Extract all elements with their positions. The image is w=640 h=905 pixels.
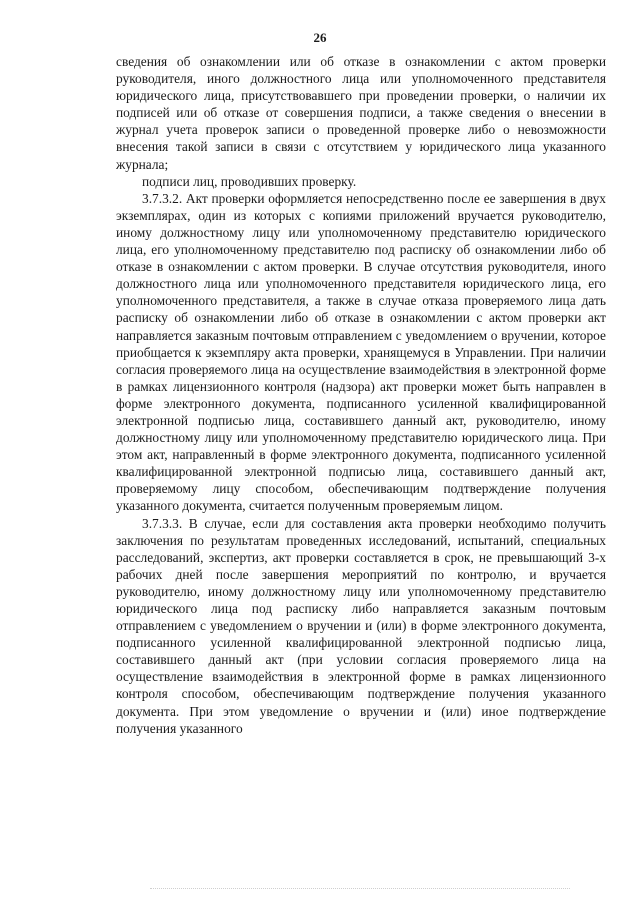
paragraph-p4: 3.7.3.3. В случае, если для составления акта проверки необходимо получить заключения по результатам проведенных исследований, испытаний, специальных расследований, экспертиз, акт проверки составляется в срок, не превышающий 3-х рабочих дней после завершения мероприятий по контролю, и вручается руководителю, иному должностному лицу или уполномоченному представителю юридического лица под расписку либо направляется заказным почтовым отправлением с уведомлением о вручении и (или) в форме электронного документа, подписанного усиленной квалифицированной электронной подписью лица, составившего данный акт (при условии согласия проверяемого лица на осуществление взаимодействия в электронной форме в рамках лицензионного контроля способом, обеспечивающим подтверждение получения указанного документа. При этом уведомление о вручении и (или) иное подтверждение получения указанного	[116, 515, 606, 736]
scan-artifact-line	[150, 888, 570, 891]
paragraph-p1: сведения об ознакомлении или об отказе в ознакомлении с актом проверки руководителя, иного должностного лица или уполномоченного представителя юридического лица, присутствовавшего при проведении проверки, о наличии их подписей или об отказе от совершения подписи, а также сведения о внесении в журнал учета проверок записи о проведенной проверке либо о невозможности внесения такой записи в связи с отсутствием у юридического лица указанного журнала;	[116, 54, 606, 172]
paragraph-p3: 3.7.3.2. Акт проверки оформляется непосредственно после ее завершения в двух экземплярах, один из которых с копиями приложений вручается руководителю, иному должностному лицу или уполномоченному представителю юридического лица, его уполномоченному представителю под расписку об ознакомлении либо об отказе в ознакомлении с актом проверки. В случае отсутствия руководителя, иного должностного лица или уполномоченного представителя юридического лица, его уполномоченного представителя, а также в случае отказа проверяемого лица дать расписку об ознакомлении либо об отказе в ознакомлении с актом проверки акт направляется заказным почтовым отправлением с уведомлением о вручении, которое приобщается к экземпляру акта проверки, хранящемуся в Управлении. При наличии согласия проверяемого лица на осуществление взаимодействия в электронной форме в рамках лицензионного контроля (надзора) акт проверки может быть направлен в форме электронного документа, подписанного усиленной квалифицированной электронной подписью лица, составившего данный акт, руководителю, иному должностному лицу или уполномоченному представителю юридического лица. При этом акт, направленный в форме электронного документа, подписанного усиленной квалифицированной электронной подписью лица, составившего данный акт, проверяемому лицу способом, обеспечивающим подтверждение получения указанного документа, считается полученным проверяемым лицом.	[116, 190, 606, 514]
page-number: 26	[313, 30, 327, 45]
document-body	[116, 53, 606, 737]
paragraph-p2: подписи лиц, проводивших проверку.	[142, 173, 357, 189]
